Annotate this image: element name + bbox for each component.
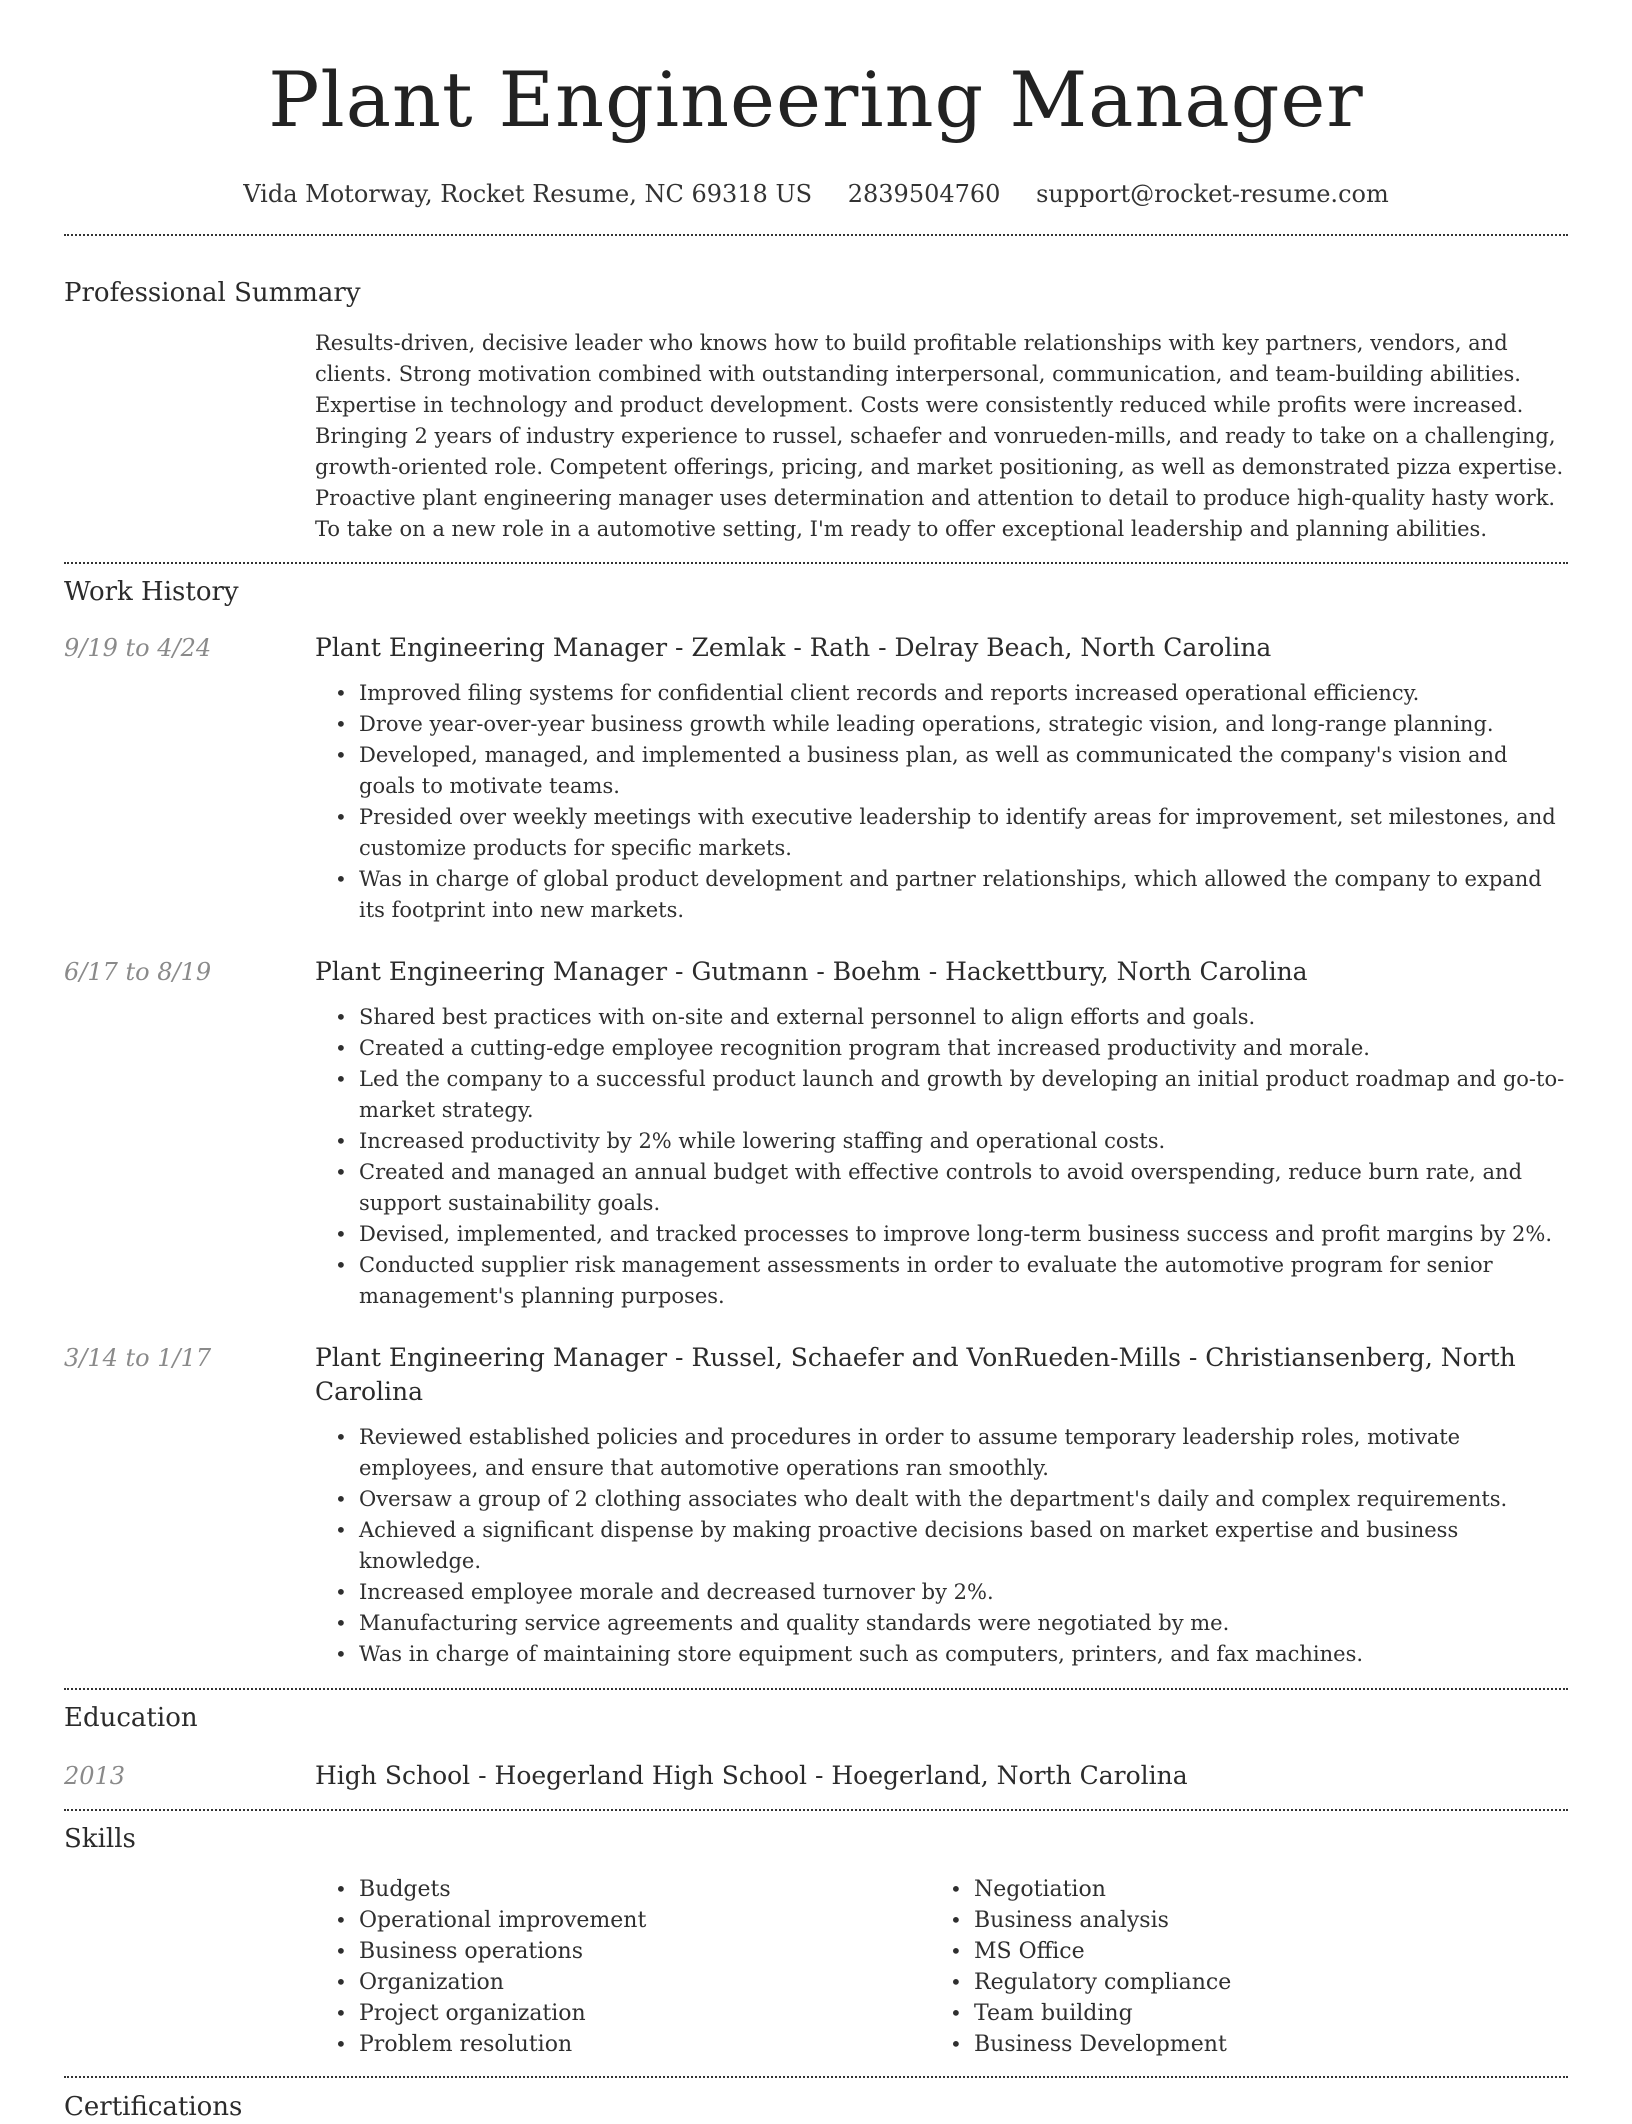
list-item: • Business operations [359, 1936, 646, 1967]
list-item: • Drove year-over-year business growth while leading operations, strategic vision, and long-range planning. [359, 709, 1568, 740]
job-bullets [359, 678, 1568, 926]
list-item: • Presided over weekly meetings with executive leadership to identify areas for improvement, set milestones, and customize products for specific markets. [359, 802, 1568, 864]
job-entry-1 [64, 631, 1568, 926]
section-title-summary: Professional Summary [64, 278, 361, 308]
contact-address: Vida Motorway, Rocket Resume, NC 69318 US [243, 180, 813, 208]
education-heading: High School - Hoegerland High School - Hoegerland, North Carolina [315, 1761, 1188, 1790]
list-item: • Conducted supplier risk management assessments in order to evaluate the automotive program for senior management's planning purposes. [359, 1250, 1568, 1312]
list-item: • Shared best practices with on-site and external personnel to align efforts and goals. [359, 1002, 1568, 1033]
job-bullets [359, 1422, 1568, 1670]
list-item: • Team building [974, 1998, 1231, 2029]
list-item: • Led the company to a successful product launch and growth by developing an initial product roadmap and go-to-market strategy. [359, 1064, 1568, 1126]
resume-page [64, 0, 1568, 2124]
contact-email: support@rocket-resume.com [1036, 180, 1389, 208]
list-item: • Organization [359, 1967, 646, 1998]
list-item: • MS Office [974, 1936, 1231, 1967]
job-entry-2 [64, 955, 1568, 1312]
list-item: • Devised, implemented, and tracked processes to improve long-term business success and profit margins by 2%. [359, 1219, 1568, 1250]
skills-column-right [974, 1874, 1231, 2060]
divider-skills [64, 2076, 1568, 2078]
list-item: • Budgets [359, 1874, 646, 1905]
list-item: • Increased productivity by 2% while lowering staffing and operational costs. [359, 1126, 1568, 1157]
skills-column-left [359, 1874, 646, 2060]
contact-phone: 2839504760 [847, 180, 1001, 208]
divider-work [64, 1688, 1568, 1690]
job-dates: 6/17 to 8/19 [64, 958, 212, 986]
list-item: • Improved filing systems for confidential client records and reports increased operational efficiency. [359, 678, 1568, 709]
job-bullets [359, 1002, 1568, 1312]
job-dates: 3/14 to 1/17 [64, 1344, 212, 1372]
list-item: • Business Development [974, 2029, 1231, 2060]
list-item: • Was in charge of maintaining store equipment such as computers, printers, and fax machines. [359, 1639, 1568, 1670]
section-title-education: Education [64, 1703, 198, 1733]
divider-header [64, 234, 1568, 236]
list-item: • Negotiation [974, 1874, 1231, 1905]
education-year: 2013 [64, 1762, 126, 1790]
list-item: • Operational improvement [359, 1905, 646, 1936]
list-item: • Created a cutting-edge employee recognition program that increased productivity and morale. [359, 1033, 1568, 1064]
job-dates: 9/19 to 4/24 [64, 634, 212, 662]
list-item: • Developed, managed, and implemented a business plan, as well as communicated the company's vision and goals to motivate teams. [359, 740, 1568, 802]
list-item: • Increased employee morale and decreased turnover by 2%. [359, 1577, 1568, 1608]
education-entry [64, 1759, 1568, 1793]
list-item: • Created and managed an annual budget with effective controls to avoid overspending, reduce burn rate, and support sustainability goals. [359, 1157, 1568, 1219]
list-item: • Business analysis [974, 1905, 1231, 1936]
list-item: • Reviewed established policies and procedures in order to assume temporary leadership roles, motivate employees, and ensure that automotive operations ran smoothly. [359, 1422, 1568, 1484]
section-title-work: Work History [64, 577, 239, 607]
contact-line [64, 178, 1568, 210]
job-heading: Plant Engineering Manager - Zemlak - Rath - Delray Beach, North Carolina [315, 633, 1272, 662]
section-title-skills: Skills [64, 1824, 136, 1854]
divider-education [64, 1809, 1568, 1811]
list-item: • Regulatory compliance [974, 1967, 1231, 1998]
list-item: • Was in charge of global product development and partner relationships, which allowed the company to expand its footprint into new markets. [359, 864, 1568, 926]
section-title-certifications: Certifications [64, 2092, 243, 2122]
list-item: • Manufacturing service agreements and quality standards were negotiated by me. [359, 1608, 1568, 1639]
list-item: • Oversaw a group of 2 clothing associates who dealt with the department's daily and complex requirements. [359, 1484, 1568, 1515]
divider-summary [64, 562, 1568, 564]
job-heading: Plant Engineering Manager - Russel, Schaefer and VonRueden-Mills - Christiansenberg, North Carolina [315, 1343, 1516, 1406]
skills-list [359, 1874, 1568, 2062]
list-item: • Problem resolution [359, 2029, 646, 2060]
job-heading: Plant Engineering Manager - Gutmann - Boehm - Hackettbury, North Carolina [315, 957, 1308, 986]
list-item: • Achieved a significant dispense by making proactive decisions based on market expertise and business knowledge. [359, 1515, 1568, 1577]
list-item: • Project organization [359, 1998, 646, 2029]
summary-text: Results-driven, decisive leader who knows how to build profitable relationships with key partners, vendors, and clients. Strong motivation combined with outstanding interpersonal, communication, and team-building abilities. Expertise in technology and product development. Costs were consistently reduced while profits were increased. Bringing 2 years of industry experience to russel, schaefer and vonrueden-mills, and ready to take on a challenging, growth-oriented role. Competent offerings, pricing, and market positioning, as well as demonstrated pizza expertise. Proactive plant engineering manager uses determination and attention to detail to produce high-quality hasty work. To take on a new role in a automotive setting, I'm ready to offer exceptional leadership and planning abilities. [315, 331, 1564, 541]
job-entry-3 [64, 1341, 1568, 1670]
resume-title: Plant Engineering Manager [268, 55, 1364, 144]
